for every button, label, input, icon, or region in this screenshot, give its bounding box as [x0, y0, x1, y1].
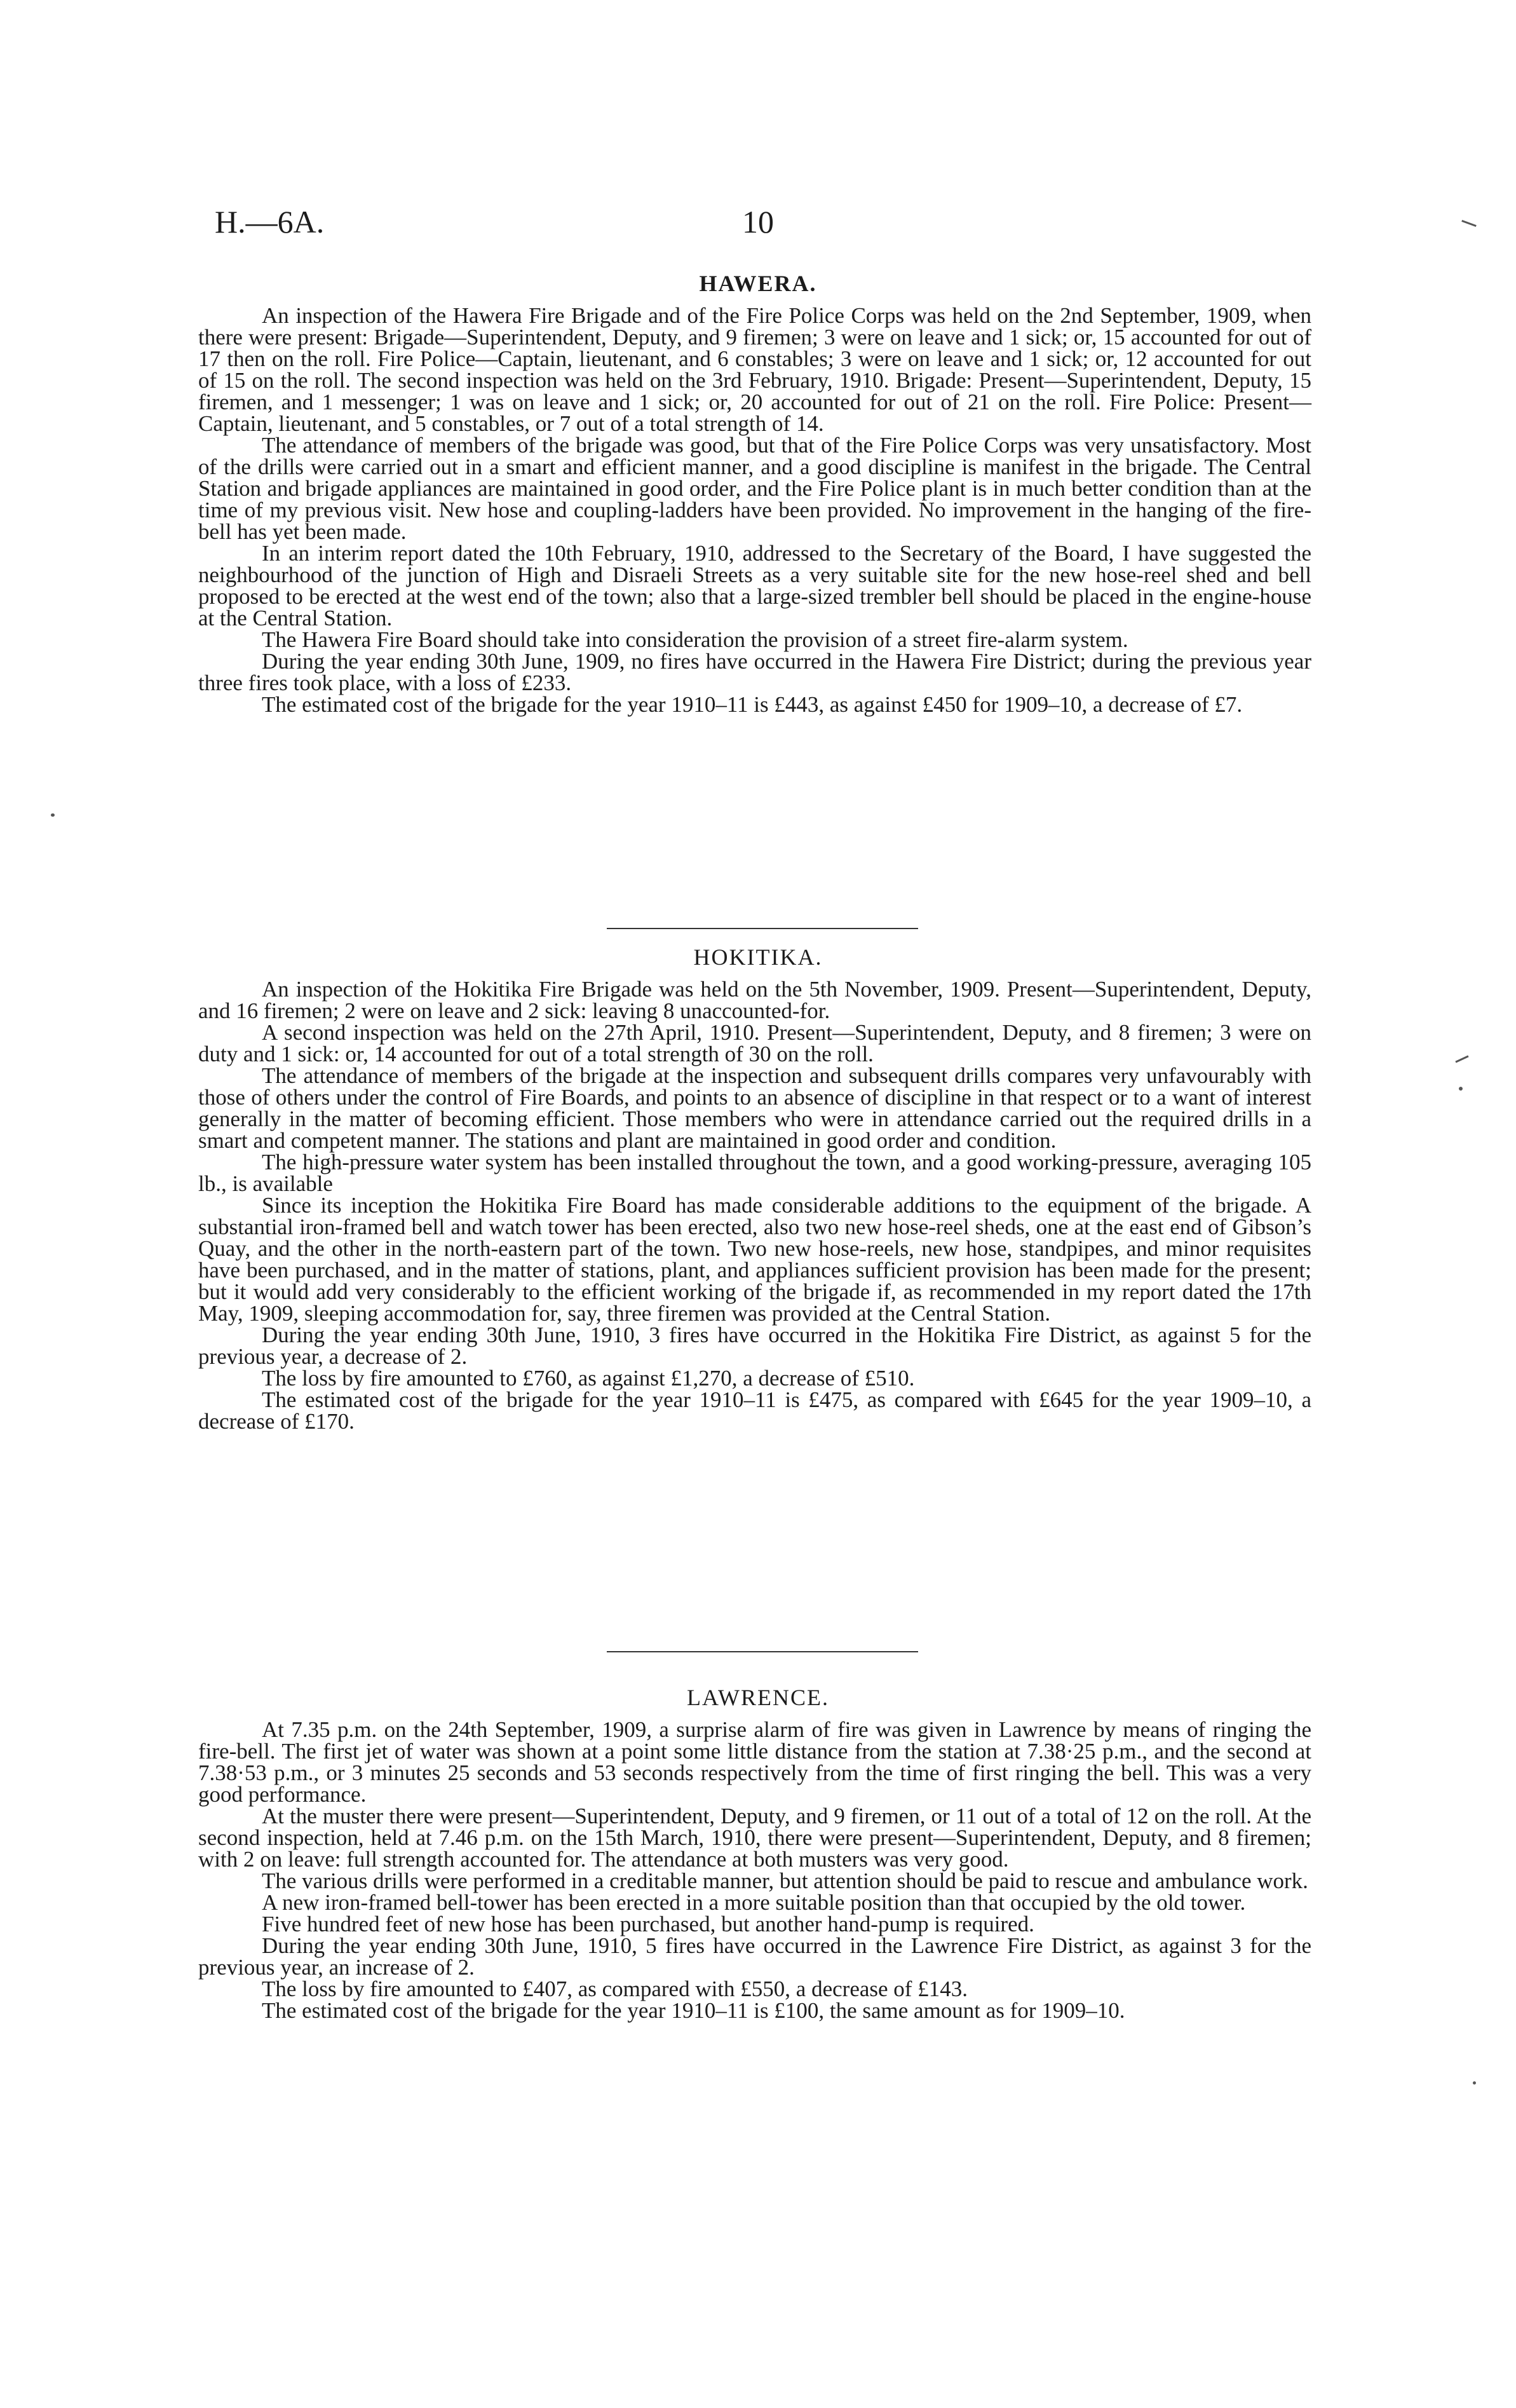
paragraph: In an interim report dated the 10th February, 1910, addressed to the Secretary of the Board, I have suggested the neighbourhood of the junction of High and Disraeli Streets as a very suitable site for the new hose-reel shed and bell proposed to be erected at the west end of the town; also that a large-sized trembler bell should be placed in the engine-house at the Central Station.: [198, 541, 1311, 630]
paragraph: The high-pressure water system has been installed throughout the town, and a good working-pressure, averaging 105 lb., is available: [198, 1150, 1311, 1196]
section-body-lawrence: [198, 1719, 1311, 2022]
paragraph: The Hawera Fire Board should take into consideration the provision of a street fire-alarm system.: [262, 627, 1128, 652]
scan-mark: [1459, 1087, 1463, 1091]
document-code: H.—6A.: [215, 204, 325, 240]
paragraph: During the year ending 30th June, 1909, no fires have occurred in the Hawera Fire District; during the previous year three fires took place, with a loss of £233.: [198, 649, 1311, 695]
section-title-lawrence: LAWRENCE.: [686, 1685, 830, 1710]
paragraph: The attendance of members of the brigade at the inspection and subsequent drills compares very unfavourably with those of others under the control of Fire Boards, and points to an absence of discipline in that respect or to a want of interest generally in the matter of becoming efficient. Those members who were in attendance carried out the required drills in a smart and competent manner. The stations and plant are maintained in good order and condition.: [198, 1063, 1311, 1153]
paragraph: The attendance of members of the brigade was good, but that of the Fire Police Corps was very unsatisfactory. Most of the drills were carried out in a smart and efficient manner, and a good discipline is manifest in the brigade. The Central Station and brigade appliances are maintained in good order, and the Fire Police plant is in much better condition than at the time of my previous visit. New hose and coupling-ladders have been provided. No improvement in the hanging of the fire-bell has yet been made.: [198, 433, 1311, 544]
section-title-hawera: HAWERA.: [699, 271, 817, 296]
paragraph: At 7.35 p.m. on the 24th September, 1909, a surprise alarm of fire was given in Lawrence by means of ringing the fire-bell. The first jet of water was shown at a point some little distance from the station at 7.38·25 p.m., and the second at 7.38·53 p.m., or 3 minutes 25 seconds and 53 seconds respectively from the time of first ringing the bell. This was a very good performance.: [198, 1717, 1311, 1807]
paragraph: At the muster there were present—Superintendent, Deputy, and 9 firemen, or 11 out of a total of 12 on the roll. At the second inspection, held at 7.46 p.m. on the 15th March, 1910, there were present—Superintendent, Deputy, and 8 firemen; with 2 on leave: full strength accounted for. The attendance at both musters was very good.: [198, 1804, 1311, 1872]
paragraph: An inspection of the Hokitika Fire Brigade was held on the 5th November, 1909. Present—Superintendent, Deputy, and 16 firemen; 2 were on leave and 2 sick: leaving 8 unaccounted-for.: [198, 977, 1311, 1023]
paragraph: The loss by fire amounted to £760, as against £1,270, a decrease of £510.: [262, 1366, 915, 1391]
paragraph: An inspection of the Hawera Fire Brigade and of the Fire Police Corps was held on the 2nd September, 1909, when there were present: Brigade—Superintendent, Deputy, and 9 firemen; 3 were on leave and 1 sick; or, 15 accounted for out of 17 then on the roll. Fire Police—Captain, lieutenant, and 6 constables; 3 were on leave and 1 sick; or, 12 accounted for out of 15 on the roll. The second inspection was held on the 3rd February, 1910. Brigade: Present—Superintendent, Deputy, 15 firemen, and 1 messenger; 1 was on leave and 1 sick; or, 20 accounted for out of 21 on the roll. Fire Police: Present—Captain, lieutenant, and 5 constables, or 7 out of a total strength of 14.: [198, 303, 1311, 436]
paragraph: The estimated cost of the brigade for the year 1910–11 is £100, the same amount as for 1909–10.: [262, 1998, 1125, 2023]
page-header: [215, 203, 1301, 254]
scan-mark: [1473, 2081, 1476, 2085]
paragraph: The estimated cost of the brigade for the year 1910–11 is £443, as against £450 for 1909–10, a decrease of £7.: [262, 692, 1243, 717]
section-body-hawera: [198, 305, 1311, 716]
paragraph: During the year ending 30th June, 1910, 3 fires have occurred in the Hokitika Fire District, as against 5 for the previous year, a decrease of 2.: [198, 1323, 1311, 1369]
paragraph: The estimated cost of the brigade for the year 1910–11 is £475, as compared with £645 for the year 1909–10, a decrease of £170.: [198, 1387, 1311, 1434]
section-title-hokitika: HOKITIKA.: [693, 944, 823, 970]
paragraph: The various drills were performed in a creditable manner, but attention should be paid to rescue and ambulance work.: [262, 1868, 1308, 1893]
section-divider: [607, 1651, 918, 1652]
paragraph: A new iron-framed bell-tower has been erected in a more suitable position than that occupied by the old tower.: [262, 1890, 1246, 1915]
paragraph: A second inspection was held on the 27th April, 1910. Present—Superintendent, Deputy, and 8 firemen; 3 were on duty and 1 sick: or, 14 accounted for out of a total strength of 30 on the roll.: [198, 1020, 1311, 1066]
scan-mark: [51, 813, 55, 817]
scan-mark: [1461, 220, 1477, 227]
scan-mark: [1455, 1055, 1468, 1063]
page-number: 10: [742, 204, 774, 240]
paragraph: Since its inception the Hokitika Fire Board has made considerable additions to the equipment of the brigade. A substantial iron-framed bell and watch tower has been erected, also two new hose-reel sheds, one at the east end of Gibson’s Quay, and the other in the north-eastern part of the town. Two new hose-reels, new hose, standpipes, and minor requisites have been purchased, and in the matter of stations, plant, and appliances sufficient provision has been made for the present; but it would add very considerably to the efficient working of the brigade if, as recommended in my report dated the 17th May, 1909, sleeping accommodation for, say, three firemen was provided at the Central Station.: [198, 1193, 1311, 1326]
section-body-hokitika: [198, 979, 1311, 1432]
paragraph: During the year ending 30th June, 1910, 5 fires have occurred in the Lawrence Fire District, as against 3 for the previous year, an increase of 2.: [198, 1933, 1311, 1980]
paragraph: Five hundred feet of new hose has been purchased, but another hand-pump is required.: [262, 1912, 1034, 1936]
paragraph: The loss by fire amounted to £407, as compared with £550, a decrease of £143.: [262, 1976, 968, 2001]
section-divider: [607, 928, 918, 929]
